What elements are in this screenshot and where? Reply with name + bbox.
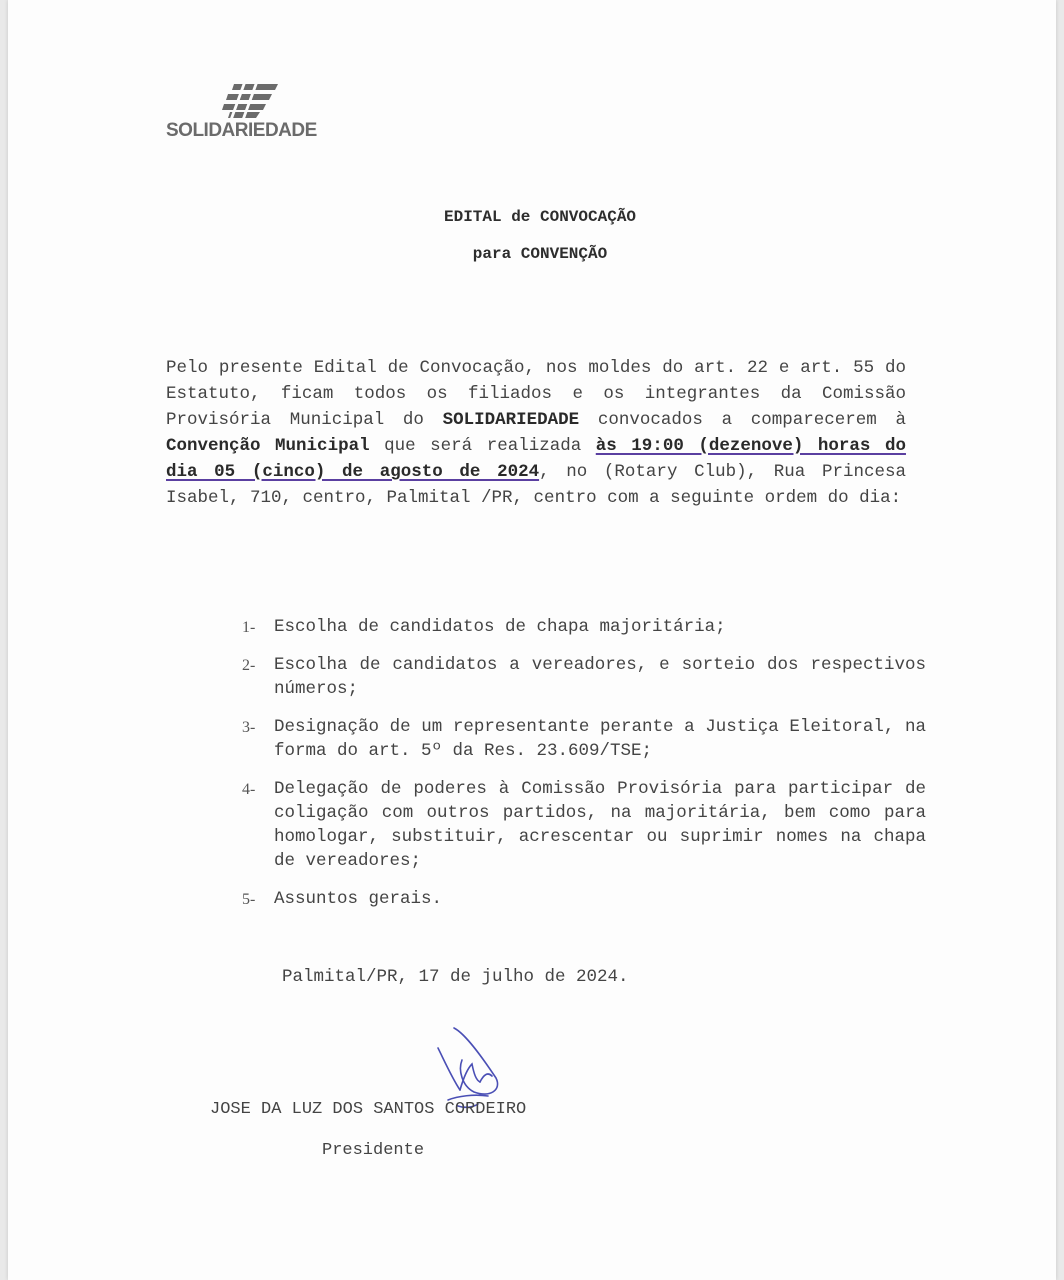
signatory-name: JOSE DA LUZ DOS SANTOS CORDEIRO — [210, 1100, 527, 1119]
agenda-item-text: Escolha de candidatos a vereadores, e sorteio dos respectivos números; — [274, 655, 926, 699]
agenda-item-text: Escolha de candidatos de chapa majoritária; — [274, 617, 726, 637]
agenda-item — [236, 615, 926, 639]
agenda-item-number: 1- — [242, 619, 256, 636]
paragraph-text: , no (Rotary Club), Rua Princesa Isabel, 710, centro, Palmital /PR, centro com a seguinte ordem do dia: — [166, 462, 906, 508]
logo-text: SOLIDARIEDADE — [166, 120, 317, 141]
agenda-list — [236, 615, 926, 925]
party-logo — [166, 80, 346, 150]
agenda-item — [236, 887, 926, 911]
convention-date: dia 05 (cinco) de agosto de 2024 — [166, 462, 540, 482]
agenda-item-number: 3- — [242, 719, 256, 736]
convention-name: Convenção Municipal — [166, 436, 370, 456]
paragraph-text: Pelo presente Edital de Convocação, nos moldes do art. 22 e art. 55 do Estatuto, ficam todos os filiados e os integrantes da Comissão Provisória Municipal do — [166, 358, 906, 430]
agenda-item — [236, 777, 926, 873]
agenda-item — [236, 653, 926, 701]
document-title: EDITAL de CONVOCAÇÃO — [443, 208, 637, 226]
convention-time: às 19:00 (dezenove) horas do — [595, 436, 906, 456]
agenda-item-number: 4- — [242, 781, 256, 798]
agenda-item-number: 5- — [242, 891, 256, 908]
agenda-item — [236, 715, 926, 763]
paragraph-text: convocados a comparecerem à — [579, 410, 906, 430]
document-page — [8, 0, 1056, 1280]
agenda-item-number: 2- — [242, 657, 256, 674]
place-and-date: Palmital/PR, 17 de julho de 2024. — [282, 967, 629, 987]
paragraph-text: que será realizada — [369, 436, 596, 456]
solidariedade-logo-icon — [220, 80, 280, 122]
party-name: SOLIDARIEDADE — [442, 410, 580, 430]
agenda-item-text: Assuntos gerais. — [274, 889, 443, 909]
agenda-item-text: Delegação de poderes à Comissão Provisória para participar de coligação com outros partidos, na majoritária, bem como para homologar, substituir, acrescentar ou suprimir nomes na chapa de vereadores; — [274, 779, 926, 871]
signatory-role: Presidente — [322, 1141, 425, 1160]
agenda-item-text: Designação de um representante perante a Justiça Eleitoral, na forma do art. 5º da Res. 23.609/TSE; — [274, 717, 926, 761]
document-subtitle: para CONVENÇÃO — [472, 245, 608, 263]
convocation-paragraph — [166, 355, 906, 511]
